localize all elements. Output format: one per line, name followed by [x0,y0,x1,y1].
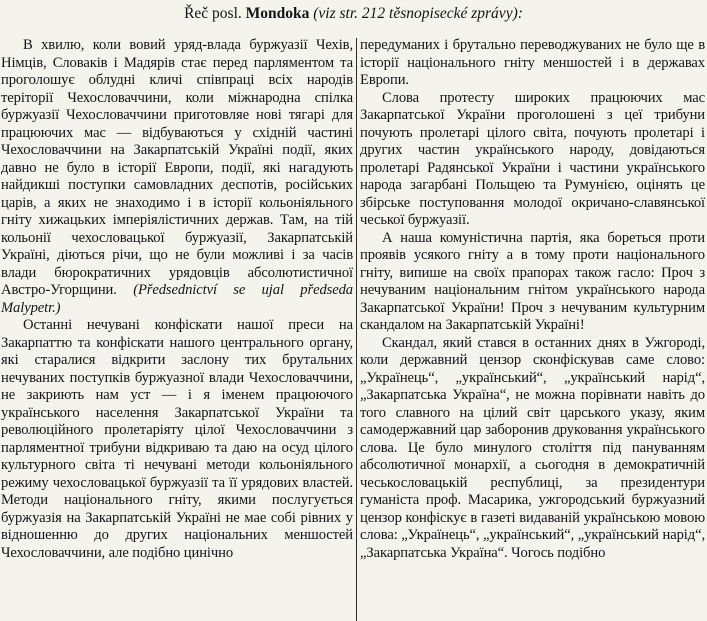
presidium-note: (Předsednictví se ujal předseda Malypetr.) [1,282,353,316]
right-paragraph-3: А наша комуністична партія, яка бореться проти проявів усякого гніту а в тому проти національного гніту, випише на своїх прапорах також гасло: Проч з нечуваним національним гнітом українського народа Закарпатської України! Проч з нечуваним культурним скандалом на Закарпатській Україні! [360,229,705,333]
left-paragraph-2: Останні нечувані конфіскати нашої преси на Закарпаттю та конфіскати нашого центрального органу, які старалися відкрити заслону тих брутальних нечуваних поступків буржуазної влади Чехословаччини, не закриють нам уст — і я іменем працюючого українського населення Закарпатської України та революційного пролетаріяту цілої Чехословаччини з парляментної трибуни відкриваю та даю на осуд цілого культурного світа ті нечувані методи кольоніяльного режиму чехословацької буржуазії та її урядових властей. Методи національного гніту, якими послугується буржуазія на Закарпатській Україні не мае собі рівних у відношенню до других національних меншостей Чехословаччини, але подібно цинічно [1,317,353,561]
speaker-name: Mondoka [245,5,310,22]
right-paragraph-1: передуманих і брутально переводжуваних не було ще в історії національного гніту меншостей і в державах Европи. [360,37,705,88]
left-paragraph-1 [1,37,353,317]
header-prefix: Řeč posl. [184,5,246,22]
right-paragraph-4: Скандал, який стався в останних днях в Ужгороді, коли державний цензор сконфіскував саме слово: „Українець“, „український“, „український нарід“, „Закарпатська Україна“, не можна порівнати навіть до того славного на цілий світ царського указу, яким самодержавний цар заборонив друковання українського слова. Це було минулого століття під пануванням абсолютичної монархії, а сьогодня в демократичній чеськословацькій республиці, за президентури гуманіста проф. Масарика, ужгородський буржуазний цензор конфіскує в газеті видаваній українською мовою слова: „Українець“, „український“, „український нарід“, „Закарпатська Україна“. Чогось подібно [360,334,705,561]
left-paragraph-1-text: В хвилю, коли вовий уряд-влада буржуазії Чехів, Німців, Словаків і Мадярів стає перед парляментом та проголошує облудні кличі співпраці всіх народів теріторії Чехословаччини, коли міжнародна спілка буржуазії Чехословаччини приготовляе нові тягарі для працюючих мас — відбуваються у східній частині Чехословаччини на Закарпатській Україні події, яких давно не було в історії Европи, події, які нагадують найдикші поступки самовладних деспотів, російських царів, а яких не знаходимо і в історії кольоніяльного гніту хижацьких імперіялістичних держав. Там, на тій кольонії чехословацької буржуазії, Закарпатській Україні, діються річи, що не були можливі і за часів влади бюрократичних урядовців абсолютистичної Австро-Угорщини. [1,37,353,298]
column-divider [356,38,357,621]
right-column [360,37,705,562]
left-column [1,37,353,562]
header-note: (viz str. 212 těsnopisecké zprávy): [309,5,523,22]
page-header [0,4,707,24]
right-paragraph-2: Слова протесту широких працюючих мас Закарпатської України проголошені з цеї трибуни почують пролетарі цілого світа, почують пролетарі і других частин українського народу, довідаються пролетарі Радянської України і частини українського народа загарбані Польщею та Румунією, оцінять це збірське поступовання молодої окричано-славянської чеської буржуазії. [360,89,705,228]
